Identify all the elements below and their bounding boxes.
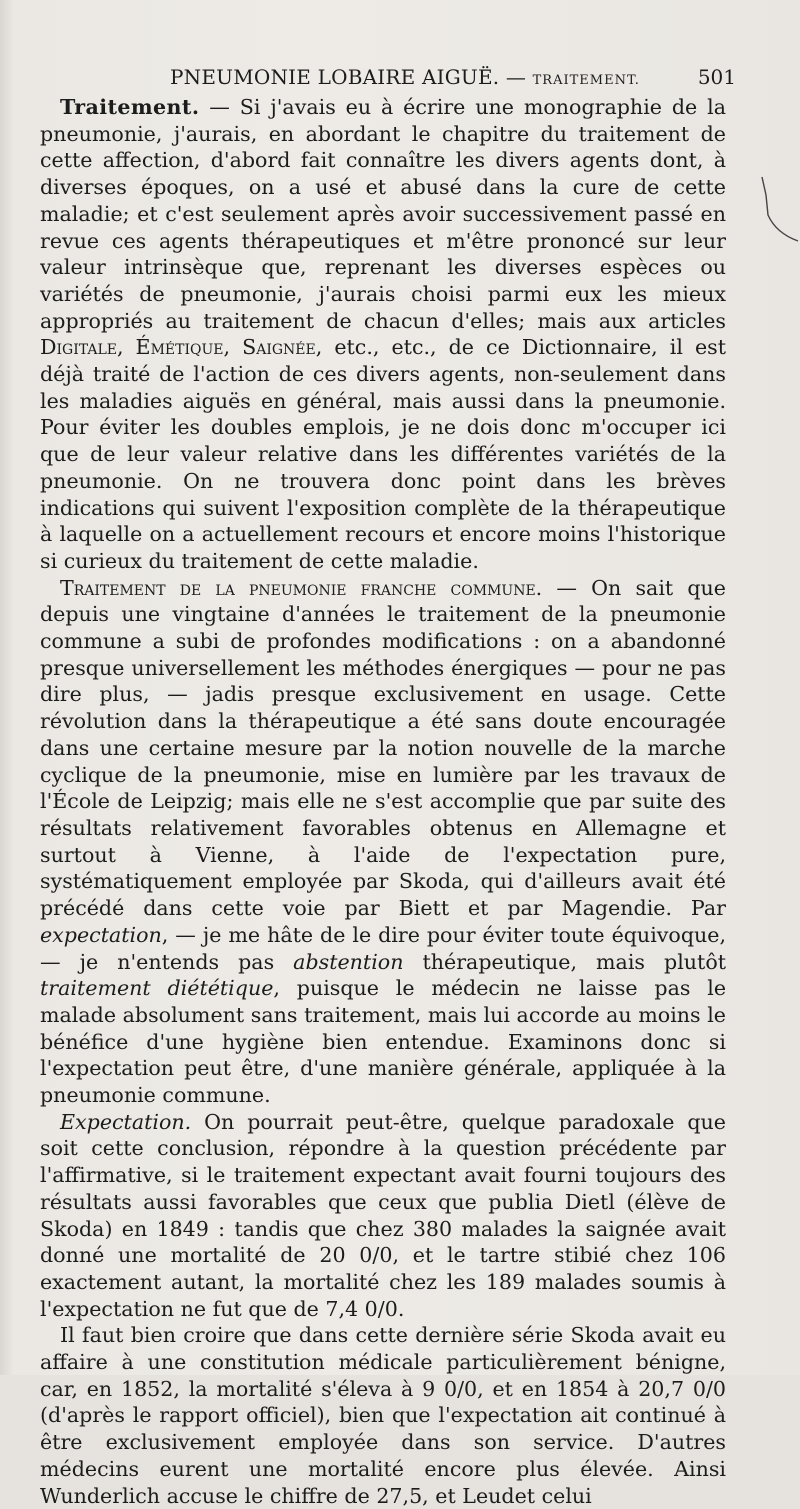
running-subtitle: TRAITEMENT. [532,73,640,88]
running-header [40,62,736,92]
section-heading-traitement: Traitement. [60,95,200,119]
italic-expectation: expectation [40,922,162,947]
page-number: 501 [697,65,736,89]
section-heading-pneumonie-franche: Traitement de la pneumonie franche commune. [60,575,543,600]
running-title: PNEUMONIE LOBAIRE AIGUË. — TRAITEMENT. [170,65,640,89]
body-text [40,94,726,1509]
paragraph-expectation: Expectation. On pourrait peut-être, quelque paradoxale que soit cette conclusion, répondre à la question précédente par l'affirmative, si le traitement expectant avait fourni toujours des résultats aussi favorables que ceux que publia Dietl (élève de Skoda) en 1849 : tandis que chez 380 malades la saignée avait donné une mortalité de 20 0/0, et le tartre stibié chez 106 exactement autant, la mortalité chez les 189 malades soumis à l'expectation ne fut que de 7,4 0/0. [40,1109,726,1321]
cross-reference-articles: Digitale, Émétique, Saignée [40,335,316,360]
paragraph-pneumonie-franche: Traitement de la pneumonie franche commune. — On sait que depuis une vingtaine d'années le traitement de la pneumonie commune a subi de profondes modifications : on a abandonné presque universellement les méthodes énergiques — pour ne pas dire plus, — jadis presque exclusivement en usage. Cette révolution dans la thérapeutique a été sans doute encouragée dans une certaine mesure par la notion nouvelle de la marche cyclique de la pneumonie, mise en lumière par les travaux de l'École de Leipzig; mais elle ne s'est accomplie que par suite des résultats relativement favorables obtenus en Allemagne et surtout à Vienne, à l'aide de l'expectation pure, systématiquement employée par Skoda, qui d'ailleurs avait été précédé dans cette voie par Biett et par Magendie. Par expectation, — je me hâte de le dire pour éviter toute équivoque, — je n'entends pas abstention thérapeutique, mais plutôt traitement diététique, puisque le médecin ne laisse pas le malade absolument sans traitement, mais lui accorde au moins le bénéfice d'une hygiène bien entendue. Examinons donc si l'expectation peut être, d'une manière générale, appliquée à la pneumonie commune. [40,575,727,1108]
paragraph-traitement: Traitement. — Si j'avais eu à écrire une monographie de la pneumonie, j'aurais, en abordant le chapitre du traitement de cette affection, d'abord fait connaître les divers agents dont, à diverses époques, on a usé et abusé dans la cure de cette maladie; et c'est seulement après avoir successivement passé en revue ces agents thérapeutiques et m'être prononcé sur leur valeur intrinsèque que, reprenant les diverses espèces ou variétés de pneumonie, j'aurais choisi parmi eux les mieux appropriés au traitement de chacun d'elles; mais aux articles Digitale, Émétique, Saignée, etc., etc., de ce Dictionnaire, il est déjà traité de l'action de ces divers agents, non-seulement dans les maladies aiguës en général, mais aussi dans la pneumonie. Pour éviter les doubles emplois, je ne dois donc m'occuper ici que de leur valeur relative dans les différentes variétés de la pneumonie. On ne trouvera donc point dans les brèves indications qui suivent l'exposition complète de la thérapeutique à laquelle on a actuellement recours et encore moins l'historique si curieux du traitement de cette maladie. [40,95,726,573]
paragraph-skoda-serie: Il faut bien croire que dans cette dernière série Skoda avait eu affaire à une constitution médicale particulièrement bénigne, car, en 1852, la mortalité s'éleva à 9 0/0, et en 1854 à 20,7 0/0 (d'après le rapport officiel), bien que l'expectation ait continué à être exclusivement employée dans son service. D'autres médecins eurent une mortalité encore plus élevée. Ainsi Wunderlich accuse le chiffre de 27,5, et Leudet celui [40,1323,726,1508]
pencil-margin-mark-icon [760,175,800,245]
italic-traitement-dietetique: traitement diététique [40,976,274,1001]
italic-abstention: abstention [293,949,404,974]
section-heading-expectation: Expectation. [60,1109,192,1134]
